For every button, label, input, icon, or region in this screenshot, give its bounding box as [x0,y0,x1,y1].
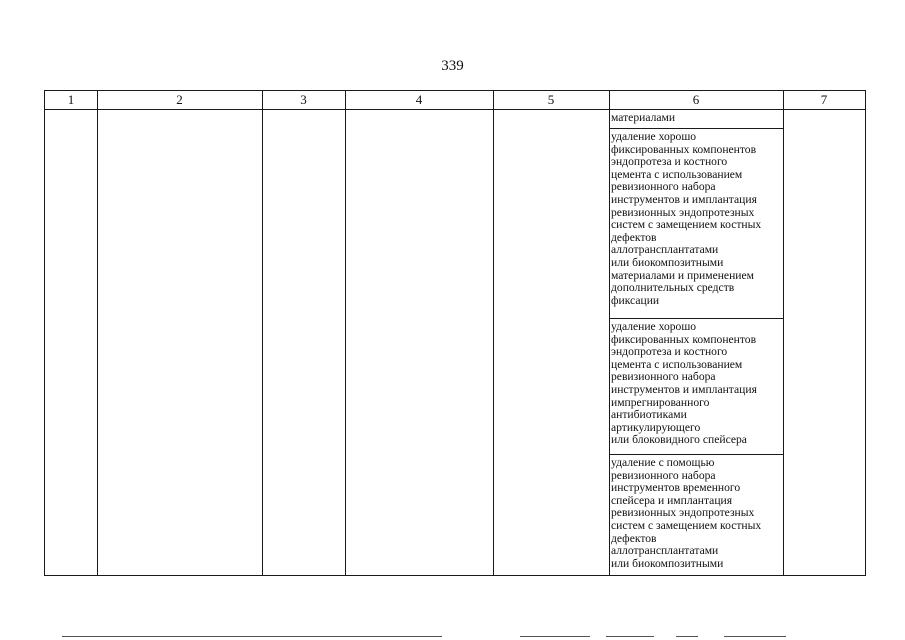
column-header-3: 3 [300,92,307,107]
table-header-row [45,91,865,110]
column-header-2: 2 [176,92,183,107]
column-divider [345,91,346,575]
page-number: 339 [441,58,464,74]
column-header-7: 7 [820,92,828,107]
footer-rule [606,636,654,637]
column-divider [783,91,784,575]
column-divider [262,91,263,575]
column-header-4: 4 [415,92,423,107]
footer-rule [724,636,786,637]
column6-entry: удаление с помощью ревизионного набора инструментов временного спейсера и имплантация ревизионных эндопротезных систем с замещением костных дефектов аллотрансплантатами или биокомпозитными [611,456,762,570]
document-table [44,90,866,576]
row-separator [609,128,783,129]
column6-entry: материалами [611,111,676,124]
column-header-6: 6 [692,92,700,107]
row-separator [609,318,783,319]
column6-entry: удаление хорошо фиксированных компонентов эндопротеза и костного цемента с использованием ревизионного набора инструментов и имплантация ревизионных эндопротезных систем с замещением костных дефектов аллотрансплантатами или биокомпозитными материалами и применением дополнительных средств фиксации [611,130,762,307]
row-separator [609,454,783,455]
column-header-1: 1 [67,92,75,107]
column6-entry: удаление хорошо фиксированных компонентов эндопротеза и костного цемента с использованием ревизионного набора инструментов и имплантация импрегнированного антибиотиками артикулирующего или блоковидного спейсера [611,320,757,447]
footer-rule [62,636,442,637]
footer-rule [676,636,698,637]
footer-rule [520,636,590,637]
column-divider [493,91,494,575]
column-header-5: 5 [547,92,555,107]
column-divider [97,91,98,575]
